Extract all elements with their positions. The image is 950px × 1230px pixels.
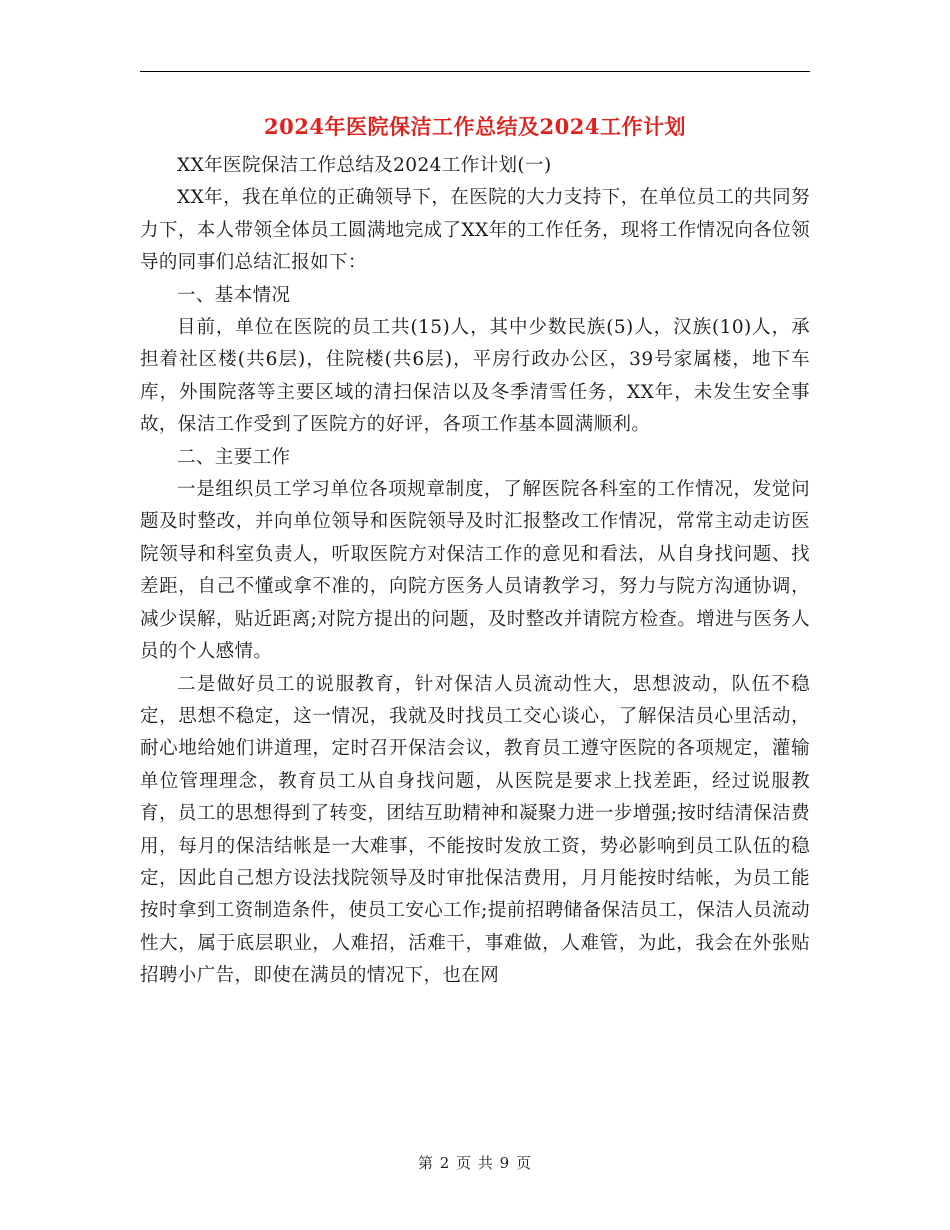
paragraph-subtitle: XX年医院保洁工作总结及2024工作计划(一) — [177, 155, 552, 176]
paragraph-intro: XX年，我在单位的正确领导下，在医院的大力支持下，在单位员工的共同努力下，本人带领全体员工圆满地完成了XX年的工作任务，现将工作情况向各位领导的同事们总结汇报如下： — [140, 187, 810, 274]
section-heading-main-work: 二、主要工作 — [177, 446, 291, 468]
document-title: 2024年医院保洁工作总结及2024工作计划 — [264, 114, 686, 139]
section-heading-basic: 一、基本情况 — [177, 284, 291, 306]
page-number: 第 2 页 共 9 页 — [418, 1154, 532, 1172]
paragraph-work-two: 二是做好员工的说服教育，针对保洁人员流动性大，思想波动，队伍不稳定，思想不稳定，这一情况，我就及时找员工交心谈心，了解保洁员心里活动，耐心地给她们讲道理，定时召开保洁会议，教育员工遵守医院的各项规定，灌输单位管理理念，教育员工从自身找问题，从医院是要求上找差距，经过说服教育，员工的思想得到了转变，团结互助精神和凝聚力进一步增强;按时结清保洁费用，每月的保洁结帐是一大难事，不能按时发放工资，势必影响到员工队伍的稳定，因此自己想方设法找院领导及时审批保洁费用，月月能按时结帐，为员工能按时拿到工资制造条件，使员工安心工作;提前招聘储备保洁员工，保洁人员流动性大，属于底层职业，人难招，活难干，事难做，人难管，为此，我会在外张贴招聘小广告，即使在满员的情况下，也在网 — [140, 673, 810, 987]
header-rule — [140, 71, 810, 72]
paragraph-work-one: 一是组织员工学习单位各项规章制度，了解医院各科室的工作情况，发觉问题及时整改，并向单位领导和医院领导及时汇报整改工作情况，常常主动走访医院领导和科室负责人，听取医院方对保洁工作的意见和看法，从自身找问题、找差距，自己不懂或拿不准的，向院方医务人员请教学习，努力与院方沟通协调，减少误解，贴近距离;对院方提出的问题，及时整改并请院方检查。增进与医务人员的个人感情。 — [140, 479, 810, 663]
paragraph-basic-situation: 目前，单位在医院的员工共(15)人，其中少数民族(5)人，汉族(10)人，承担着社区楼(共6层)，住院楼(共6层)，平房行政办公区，39号家属楼，地下车库，外围院落等主要区域的清扫保洁以及冬季清雪任务，XX年，未发生安全事故，保洁工作受到了医院方的好评，各项工作基本圆满顺利。 — [140, 317, 810, 436]
document-body — [140, 150, 810, 993]
